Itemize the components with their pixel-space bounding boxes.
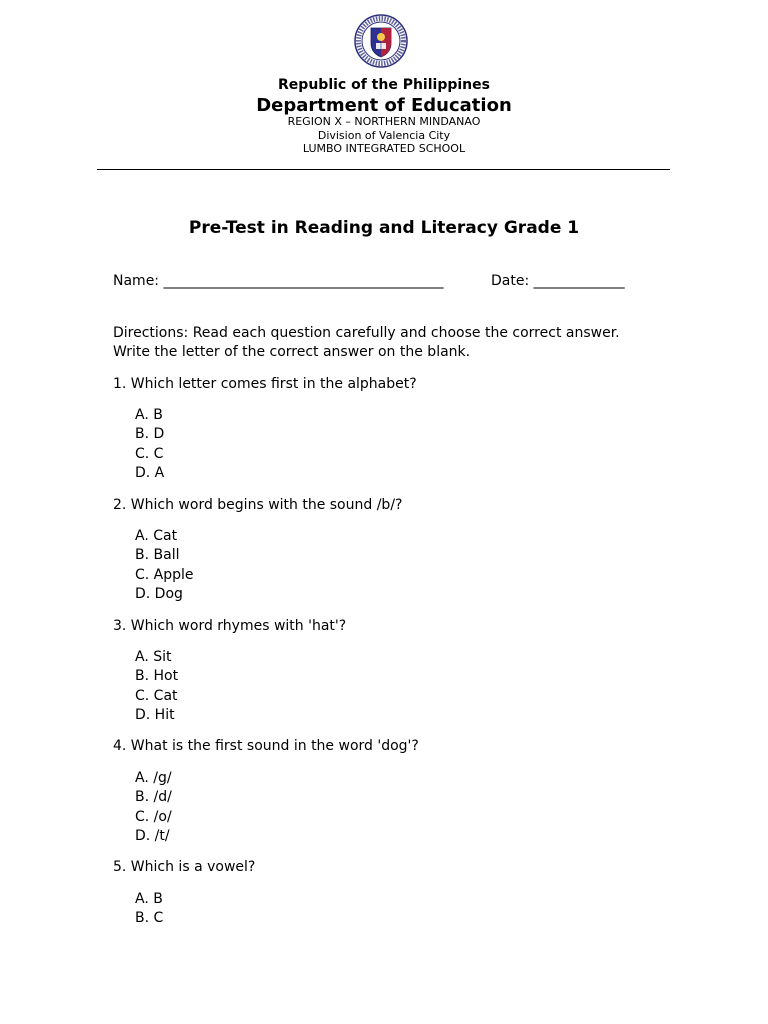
name-field[interactable]: Name: ________________________________________ (113, 273, 444, 289)
question-5-options (135, 890, 163, 929)
republic-heading: Republic of the Philippines (278, 77, 490, 93)
deped-seal-icon (354, 14, 408, 68)
option: C. Cat (135, 687, 178, 704)
question-4-options (135, 769, 172, 846)
directions-line-1: Directions: Read each question carefully and choose the correct answer. (113, 325, 620, 341)
header-divider (97, 169, 670, 170)
question-3-options (135, 648, 178, 725)
option: D. Dog (135, 585, 183, 602)
option: B. C (135, 910, 164, 927)
option: B. D (135, 426, 165, 443)
directions (113, 324, 673, 362)
date-field[interactable]: Date: _____________ (491, 273, 625, 289)
option: A. B (135, 891, 163, 907)
region-text: REGION X – NORTHERN MINDANAO (287, 115, 481, 128)
option: A. /g/ (135, 770, 172, 786)
page-title: Pre-Test in Reading and Literacy Grade 1 (188, 218, 580, 238)
question-2: 2. Which word begins with the sound /b/? (113, 497, 403, 513)
question-3: 3. Which word rhymes with 'hat'? (113, 618, 347, 634)
division-text: Division of Valencia City (317, 129, 451, 142)
option: D. /t/ (135, 827, 170, 844)
option: B. Ball (135, 547, 180, 564)
option: A. Sit (135, 649, 172, 665)
question-2-options (135, 527, 194, 604)
option: D. Hit (135, 706, 175, 723)
directions-line-2: Write the letter of the correct answer on the blank. (113, 344, 471, 360)
question-1: 1. Which letter comes first in the alphabet? (113, 376, 417, 392)
question-1-options (135, 406, 164, 483)
question-5: 5. Which is a vowel? (113, 859, 256, 875)
department-heading: Department of Education (256, 95, 512, 116)
option: B. Hot (135, 668, 179, 685)
option: A. B (135, 407, 163, 423)
option: C. Apple (135, 566, 194, 583)
option: B. /d/ (135, 789, 172, 806)
option: C. /o/ (135, 808, 172, 825)
question-4: 4. What is the first sound in the word 'dog'? (113, 738, 419, 754)
option: D. A (135, 464, 165, 481)
school-text: LUMBO INTEGRATED SCHOOL (302, 142, 466, 155)
option: C. C (135, 445, 164, 462)
option: A. Cat (135, 528, 178, 544)
